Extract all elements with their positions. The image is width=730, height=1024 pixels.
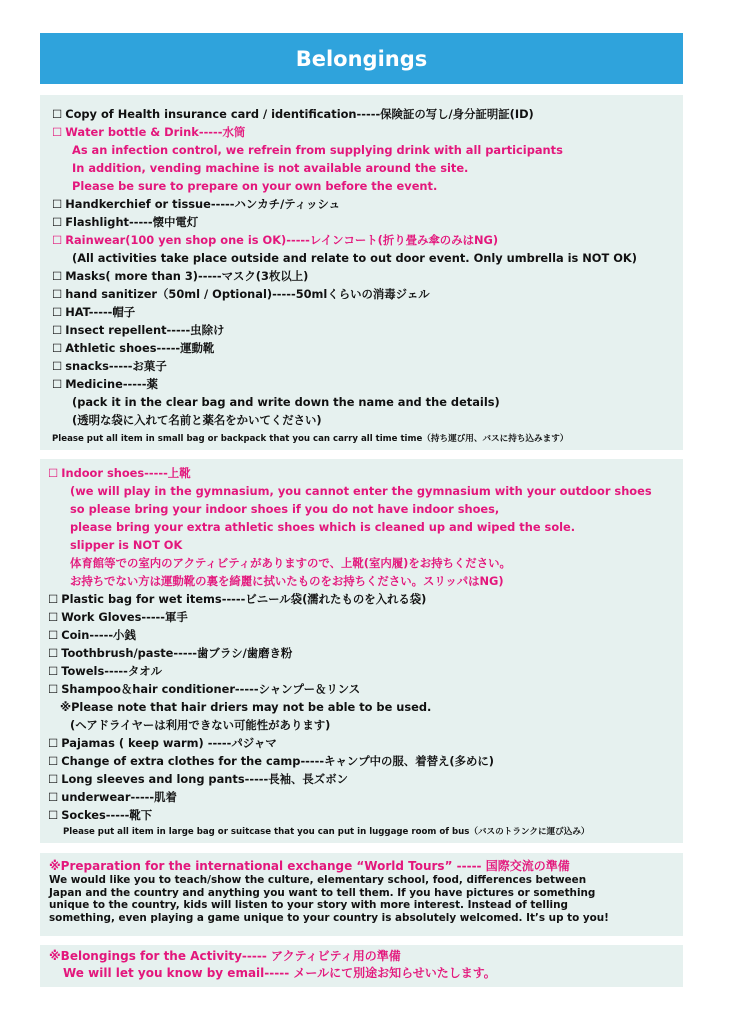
luggage-belongings-panel <box>40 459 683 843</box>
carry-on-footer-note: Please put all item in small bag or backpack that you can carry all time time（持ち運び用、バスに持ち込みます） <box>52 434 569 444</box>
checkbox-icon[interactable]: ☐ <box>48 772 59 786</box>
activity-body: We will let you know by email----- メールにて別途お知らせいたします。 <box>63 966 496 980</box>
checklist-note: 体育館等での室内のアクティビティがありますので、上靴(室内履)をお持ちください。 <box>70 556 511 570</box>
checkbox-icon[interactable]: ☐ <box>52 215 63 229</box>
checklist-item <box>52 375 683 393</box>
world-tours-body-line: We would like you to teach/show the culture, elementary school, food, differences between <box>49 874 587 886</box>
checklist-item-label: Medicine-----薬 <box>65 377 158 391</box>
checklist-note: In addition, vending machine is not available around the site. <box>72 161 469 175</box>
checklist-item-label: Indoor shoes-----上靴 <box>61 466 191 480</box>
checklist-note: Please be sure to prepare on your own before the event. <box>72 179 438 193</box>
checkbox-icon[interactable]: ☐ <box>48 808 59 822</box>
checklist-item <box>52 303 683 321</box>
checkbox-icon[interactable]: ☐ <box>48 736 59 750</box>
checklist-item-label: Insect repellent-----虫除け <box>65 323 225 337</box>
checkbox-icon[interactable]: ☐ <box>48 466 59 480</box>
checkbox-icon[interactable]: ☐ <box>48 682 59 696</box>
checklist-item <box>48 734 683 752</box>
checklist-item-label: HAT-----帽子 <box>65 305 136 319</box>
checklist-item <box>52 267 683 285</box>
checklist-item <box>48 806 683 824</box>
checklist-item-label: Towels-----タオル <box>61 664 163 678</box>
checklist-item <box>52 321 683 339</box>
checklist-item-label: Handkerchief or tissue-----ハンカチ/ティッシュ <box>65 197 341 211</box>
checklist-item-label: snacks-----お菓子 <box>65 359 167 373</box>
checklist-item <box>52 339 683 357</box>
checklist-item <box>48 626 683 644</box>
checklist-note: (透明な袋に入れて名前と薬名をかいてください) <box>72 413 322 427</box>
world-tours-body-line: Japan and the country and anything you want to tell them. If you have pictures or something <box>49 886 596 899</box>
page-title: Belongings <box>40 33 683 84</box>
checkbox-icon[interactable]: ☐ <box>48 592 59 606</box>
checklist-item-label: Athletic shoes-----運動靴 <box>65 341 215 355</box>
checklist-note: slipper is NOT OK <box>70 538 183 552</box>
world-tours-body-line: unique to the country, kids will listen to your story with more interest. Instead of telling <box>49 899 568 911</box>
checklist-item-label: Work Gloves-----軍手 <box>61 610 188 624</box>
carry-on-belongings-panel <box>40 95 683 450</box>
checkbox-icon[interactable]: ☐ <box>52 377 63 391</box>
checklist-item-label: Pajamas ( keep warm) -----パジャマ <box>61 736 277 750</box>
checklist-note: (All activities take place outside and relate to out door event. Only umbrella is NOT OK) <box>72 251 637 265</box>
checklist-note: please bring your extra athletic shoes which is cleaned up and wiped the sole. <box>70 520 576 534</box>
checklist-note: (ヘアドライヤーは利用できない可能性があります) <box>70 718 331 732</box>
checklist-item-label: Plastic bag for wet items-----ビニール袋(濡れたものを入れる袋) <box>61 592 427 606</box>
checklist-item <box>52 195 683 213</box>
checklist-item-label: Copy of Health insurance card / identification-----保険証の写し/身分証明証(ID) <box>65 107 534 121</box>
checklist-item <box>48 608 683 626</box>
checklist-item-label: Shampoo＆hair conditioner-----シャンプー＆リンス <box>61 682 361 696</box>
world-tours-heading: ※Preparation for the international exchange “World Tours” ----- 国際交流の準備 <box>49 859 570 873</box>
checklist-item <box>48 770 683 788</box>
checkbox-icon[interactable]: ☐ <box>52 233 63 247</box>
checklist-item-label: Rainwear(100 yen shop one is OK)-----レインコート(折り畳み傘のみはNG) <box>65 233 499 247</box>
checklist-item <box>48 590 683 608</box>
checkbox-icon[interactable]: ☐ <box>48 790 59 804</box>
checklist-item-label: hand sanitizer（50ml / Optional)-----50mlくらいの消毒ジェル <box>65 287 430 301</box>
checklist-item <box>48 644 683 662</box>
checklist-item-label: Water bottle & Drink-----水筒 <box>65 125 246 139</box>
checkbox-icon[interactable]: ☐ <box>48 754 59 768</box>
checklist-item <box>52 123 683 141</box>
checklist-item <box>52 357 683 375</box>
checklist-item-label: underwear-----肌着 <box>61 790 177 804</box>
checklist-item-label: Change of extra clothes for the camp-----キャンプ中の服、着替え(多めに) <box>61 754 494 768</box>
checkbox-icon[interactable]: ☐ <box>48 628 59 642</box>
checklist-item-label: Sockes-----靴下 <box>61 808 153 822</box>
checklist-note: so please bring your indoor shoes if you do not have indoor shoes, <box>70 502 500 516</box>
checkbox-icon[interactable]: ☐ <box>52 269 63 283</box>
checklist-item <box>52 105 683 123</box>
checklist-item-label: Masks( more than 3)-----マスク(3枚以上) <box>65 269 309 283</box>
checklist-item <box>52 213 683 231</box>
checklist-item <box>52 231 683 249</box>
checkbox-icon[interactable]: ☐ <box>48 664 59 678</box>
activity-belongings-panel <box>40 945 683 987</box>
checkbox-icon[interactable]: ☐ <box>52 323 63 337</box>
checkbox-icon[interactable]: ☐ <box>52 107 63 121</box>
checklist-item-label: Coin-----小銭 <box>61 628 136 642</box>
checklist-item <box>48 662 683 680</box>
checklist-note: (we will play in the gymnasium, you cannot enter the gymnasium with your outdoor shoes <box>70 484 652 498</box>
world-tours-panel <box>40 853 683 936</box>
checklist-item <box>52 285 683 303</box>
checkbox-icon[interactable]: ☐ <box>52 359 63 373</box>
checklist-item <box>48 788 683 806</box>
checklist-item <box>48 752 683 770</box>
checkbox-icon[interactable]: ☐ <box>48 646 59 660</box>
checklist-note: お持ちでない方は運動靴の裏を綺麗に拭いたものをお持ちください。スリッパはNG) <box>70 574 504 588</box>
checkbox-icon[interactable]: ☐ <box>52 305 63 319</box>
checklist-item-label: Flashlight-----懐中電灯 <box>65 215 199 229</box>
checkbox-icon[interactable]: ☐ <box>52 125 63 139</box>
checkbox-icon[interactable]: ☐ <box>48 610 59 624</box>
checkbox-icon[interactable]: ☐ <box>52 287 63 301</box>
checklist-note: (pack it in the clear bag and write down the name and the details) <box>72 395 500 409</box>
checklist-item-label: Long sleeves and long pants-----長袖、長ズボン <box>61 772 348 786</box>
checklist-note: As an infection control, we refrein from supplying drink with all participants <box>72 143 563 157</box>
world-tours-body-line: something, even playing a game unique to your country is absolutely welcomed. It’s up to you! <box>49 911 609 924</box>
activity-heading: ※Belongings for the Activity----- アクティビティ用の準備 <box>49 949 401 963</box>
checklist-subnote: ※Please note that hair driers may not be able to be used. <box>60 700 432 714</box>
checklist-item <box>48 464 683 482</box>
checkbox-icon[interactable]: ☐ <box>52 341 63 355</box>
checklist-item-label: Toothbrush/paste-----歯ブラシ/歯磨き粉 <box>61 646 293 660</box>
luggage-footer-note: Please put all item in large bag or suitcase that you can put in luggage room of bus（バスのトランクに運び込み） <box>63 827 590 837</box>
checkbox-icon[interactable]: ☐ <box>52 197 63 211</box>
checklist-item <box>48 680 683 698</box>
